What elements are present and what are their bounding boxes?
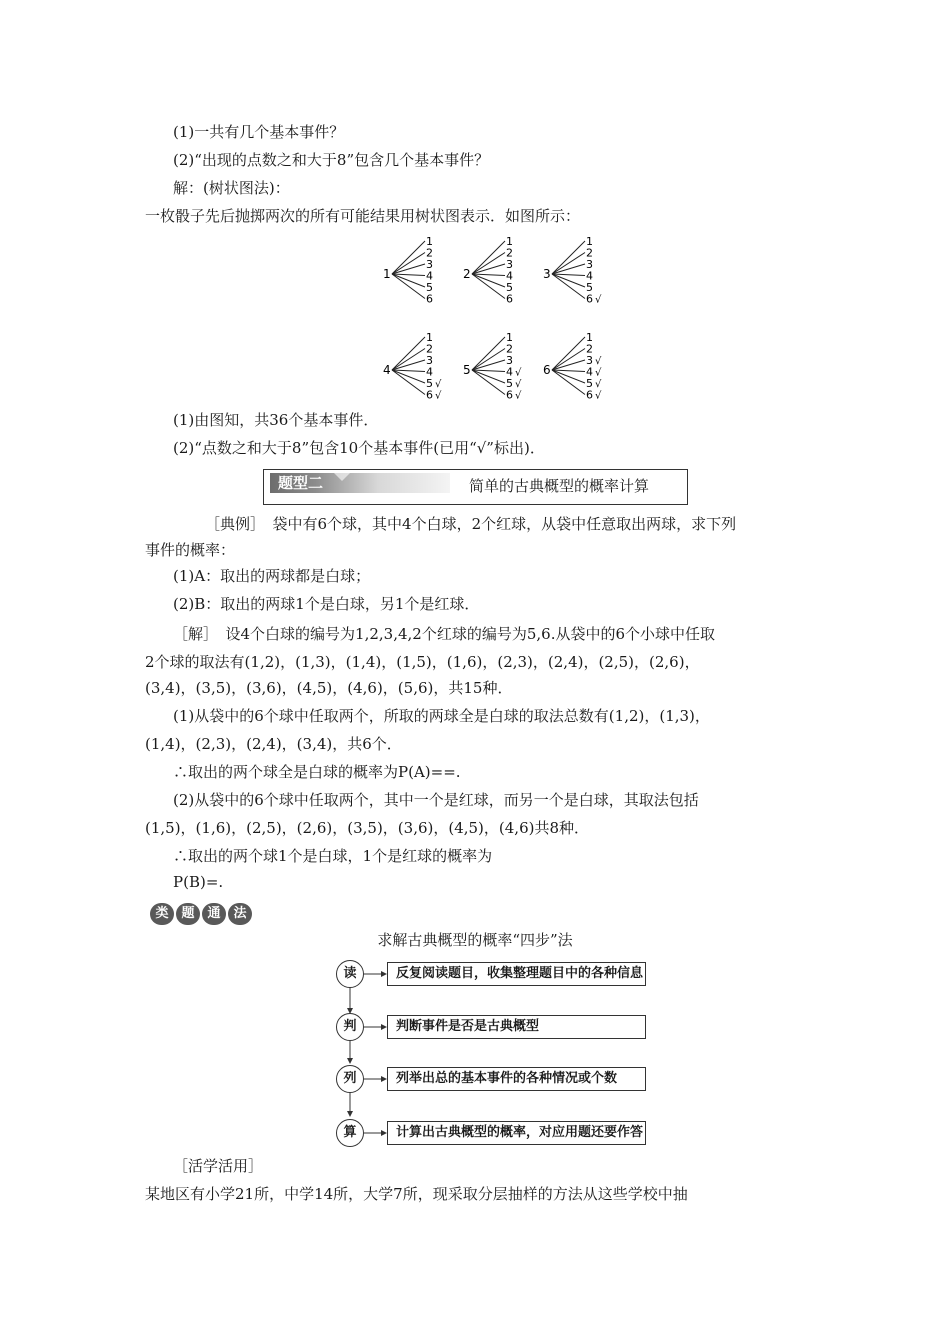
tree-branch — [552, 274, 585, 287]
check-mark-icon: √ — [435, 379, 442, 390]
tree-3 — [543, 235, 602, 306]
solution-intro: 一枚骰子先后抛掷两次的所有可能结果用树状图表示．如图所示： — [145, 207, 581, 225]
check-mark-icon: √ — [515, 367, 522, 379]
solution-heading: 解：(树状图法)： — [173, 179, 290, 197]
tree-branch — [392, 274, 425, 287]
tree-leaf-label: 2 — [506, 342, 513, 356]
tree-leaf-label: 3 — [586, 354, 593, 367]
tree-leaf-label: 5 — [586, 281, 593, 294]
method-badge — [150, 903, 252, 925]
tree-branch — [392, 370, 425, 383]
step-box-judge: 判断事件是否是古典概型 — [387, 1015, 646, 1039]
tree-leaf-label: 5 — [426, 377, 433, 390]
tree-leaf-label: 3 — [506, 258, 513, 271]
flowchart-title: 求解古典概型的概率“四步”法 — [377, 931, 573, 949]
tree-branch — [472, 274, 505, 299]
tree-leaf-label: 2 — [426, 342, 433, 356]
tree-leaf-label: 3 — [586, 258, 593, 271]
tree-leaf-label: 5 — [426, 281, 433, 294]
step-circle-read: 读 — [336, 960, 364, 988]
solution-line-1: ［解］ 设4个白球的编号为1,2,3,4,2个红球的编号为5,6.从袋中的6个小球中任取 — [173, 625, 716, 643]
tree-leaf-label: 6 — [586, 292, 593, 306]
solution-line-6: ∴取出的两个球全是白球的概率为P(A)==. — [173, 763, 461, 781]
check-mark-icon: √ — [515, 379, 522, 390]
check-mark-icon: √ — [595, 390, 602, 402]
tree-1 — [383, 235, 433, 306]
example-line-1: ［典例］ 袋中有6个球，其中4个白球，2个红球，从袋中任意取出两球，求下列 — [205, 515, 737, 533]
step-circle-compute: 算 — [336, 1119, 364, 1147]
step-box-read: 反复阅读题目，收集整理题目中的各种信息 — [387, 962, 646, 986]
tree-4 — [383, 331, 442, 402]
tree-branch — [552, 274, 585, 276]
tree-leaf-label: 5 — [506, 281, 513, 294]
practice-heading: ［活学活用］ — [173, 1157, 264, 1175]
section-tag — [270, 473, 450, 493]
tree-leaf-label: 4 — [586, 365, 593, 379]
badge-char: 类 — [150, 903, 174, 925]
tree-branch — [472, 349, 505, 371]
tree-branch — [552, 274, 585, 299]
solution-line-3: (3,4)，(3,5)，(3,6)，(4,5)，(4,6)，(5,6)，共15种． — [145, 679, 513, 697]
example-line-3: (1)A：取出的两球都是白球； — [173, 567, 371, 585]
tree-root-label: 5 — [463, 363, 471, 377]
tree-branch — [552, 370, 585, 383]
badge-char: 通 — [202, 903, 226, 925]
tree-branch — [472, 274, 505, 287]
tree-branch — [552, 370, 585, 372]
practice-line-1: 某地区有小学21所，中学14所，大学7所，现采取分层抽样的方法从这些学校中抽 — [145, 1185, 688, 1203]
tree-branch — [392, 370, 425, 372]
tree-branch — [392, 349, 425, 371]
tree-2 — [463, 235, 513, 306]
tree-6 — [543, 331, 602, 402]
badge-char: 题 — [176, 903, 200, 925]
solution-line-7: (2)从袋中的6个球中任取两个，其中一个是红球，而另一个是白球，其取法包括 — [173, 791, 699, 809]
tree-branch — [472, 370, 505, 395]
tree-leaf-label: 1 — [506, 331, 513, 344]
check-mark-icon: √ — [515, 390, 522, 402]
tree-leaf-label: 2 — [426, 246, 433, 260]
section-tag-label: 题型二 — [278, 474, 324, 492]
tree-leaf-label: 4 — [506, 269, 513, 283]
tree-root-label: 2 — [463, 267, 471, 281]
tree-leaf-label: 6 — [586, 388, 593, 402]
example-line-4: (2)B：取出的两球1个是白球，另1个是红球． — [173, 595, 480, 613]
tree-leaf-label: 1 — [506, 235, 513, 248]
tree-5 — [463, 331, 522, 402]
tree-leaf-label: 1 — [586, 331, 593, 344]
tree-leaf-label: 5 — [586, 377, 593, 390]
tree-root-label: 3 — [543, 267, 551, 281]
tree-branch — [552, 349, 585, 371]
tree-leaf-label: 1 — [426, 331, 433, 344]
tree-leaf-label: 2 — [586, 246, 593, 260]
tree-leaf-label: 4 — [586, 269, 593, 283]
question-1: (1)一共有几个基本事件？ — [173, 123, 345, 141]
solution-line-4: (1)从袋中的6个球中任取两个，所取的两球全是白球的取法总数有(1,2)，(1,3)， — [173, 707, 710, 725]
badge-char: 法 — [228, 903, 252, 925]
section-banner — [263, 469, 688, 505]
tree-leaf-label: 6 — [426, 292, 433, 306]
tree-leaf-label: 6 — [506, 388, 513, 402]
tree-branch — [392, 253, 425, 275]
step-circle-judge: 判 — [336, 1013, 364, 1041]
question-2: (2)“出现的点数之和大于8”包含几个基本事件？ — [173, 151, 490, 169]
solution-line-9: ∴取出的两个球1个是白球，1个是红球的概率为 — [173, 847, 493, 865]
tree-branch — [552, 253, 585, 275]
answer-2: (2)“点数之和大于8”包含10个基本事件(已用“√”标出)． — [173, 439, 545, 457]
step-box-compute: 计算出古典概型的概率，对应用题还要作答 — [387, 1121, 646, 1145]
tag-notch-icon — [334, 473, 350, 481]
tree-leaf-label: 2 — [586, 342, 593, 356]
example-line-2: 事件的概率： — [145, 541, 236, 559]
solution-line-8: (1,5)，(1,6)，(2,5)，(2,6)，(3,5)，(3,6)，(4,5)，(4,6)共8种． — [145, 819, 590, 837]
tree-branch — [392, 370, 425, 395]
tree-leaf-label: 5 — [506, 377, 513, 390]
tree-branch — [552, 370, 585, 395]
tree-root-label: 1 — [383, 267, 391, 281]
tree-leaf-label: 4 — [426, 269, 433, 283]
tree-branch — [472, 370, 505, 372]
tree-leaf-label: 1 — [586, 235, 593, 248]
tree-leaf-label: 4 — [426, 365, 433, 379]
check-mark-icon: √ — [595, 379, 602, 390]
tree-leaf-label: 3 — [426, 258, 433, 271]
tree-root-label: 6 — [543, 363, 551, 377]
check-mark-icon: √ — [435, 390, 442, 402]
tree-diagrams — [375, 232, 625, 412]
tree-branch — [472, 274, 505, 276]
tree-leaf-label: 6 — [426, 388, 433, 402]
solution-line-2: 2个球的取法有(1,2)，(1,3)，(1,4)，(1,5)，(1,6)，(2,3)，(2,4)，(2,5)，(2,6)， — [145, 653, 700, 671]
check-mark-icon: √ — [595, 356, 602, 367]
step-box-list: 列举出总的基本事件的各种情况或个数 — [387, 1067, 646, 1091]
tree-branch — [392, 274, 425, 276]
tree-leaf-label: 1 — [426, 235, 433, 248]
solution-line-5: (1,4)，(2,3)，(2,4)，(3,4)，共6个． — [145, 735, 402, 753]
answer-1: (1)由图知，共36个基本事件． — [173, 411, 379, 429]
tree-leaf-label: 3 — [426, 354, 433, 367]
tree-branch — [472, 370, 505, 383]
section-title: 简单的古典概型的概率计算 — [469, 477, 650, 495]
tree-leaf-label: 4 — [506, 365, 513, 379]
tree-leaf-label: 6 — [506, 292, 513, 306]
tree-root-label: 4 — [383, 363, 391, 377]
tree-branch — [392, 274, 425, 299]
tree-leaf-label: 3 — [506, 354, 513, 367]
step-circle-list: 列 — [336, 1065, 364, 1093]
tree-leaf-label: 2 — [506, 246, 513, 260]
check-mark-icon: √ — [595, 367, 602, 379]
solution-line-10: P(B)=. — [173, 873, 224, 891]
check-mark-icon: √ — [595, 294, 602, 306]
tree-branch — [472, 253, 505, 275]
